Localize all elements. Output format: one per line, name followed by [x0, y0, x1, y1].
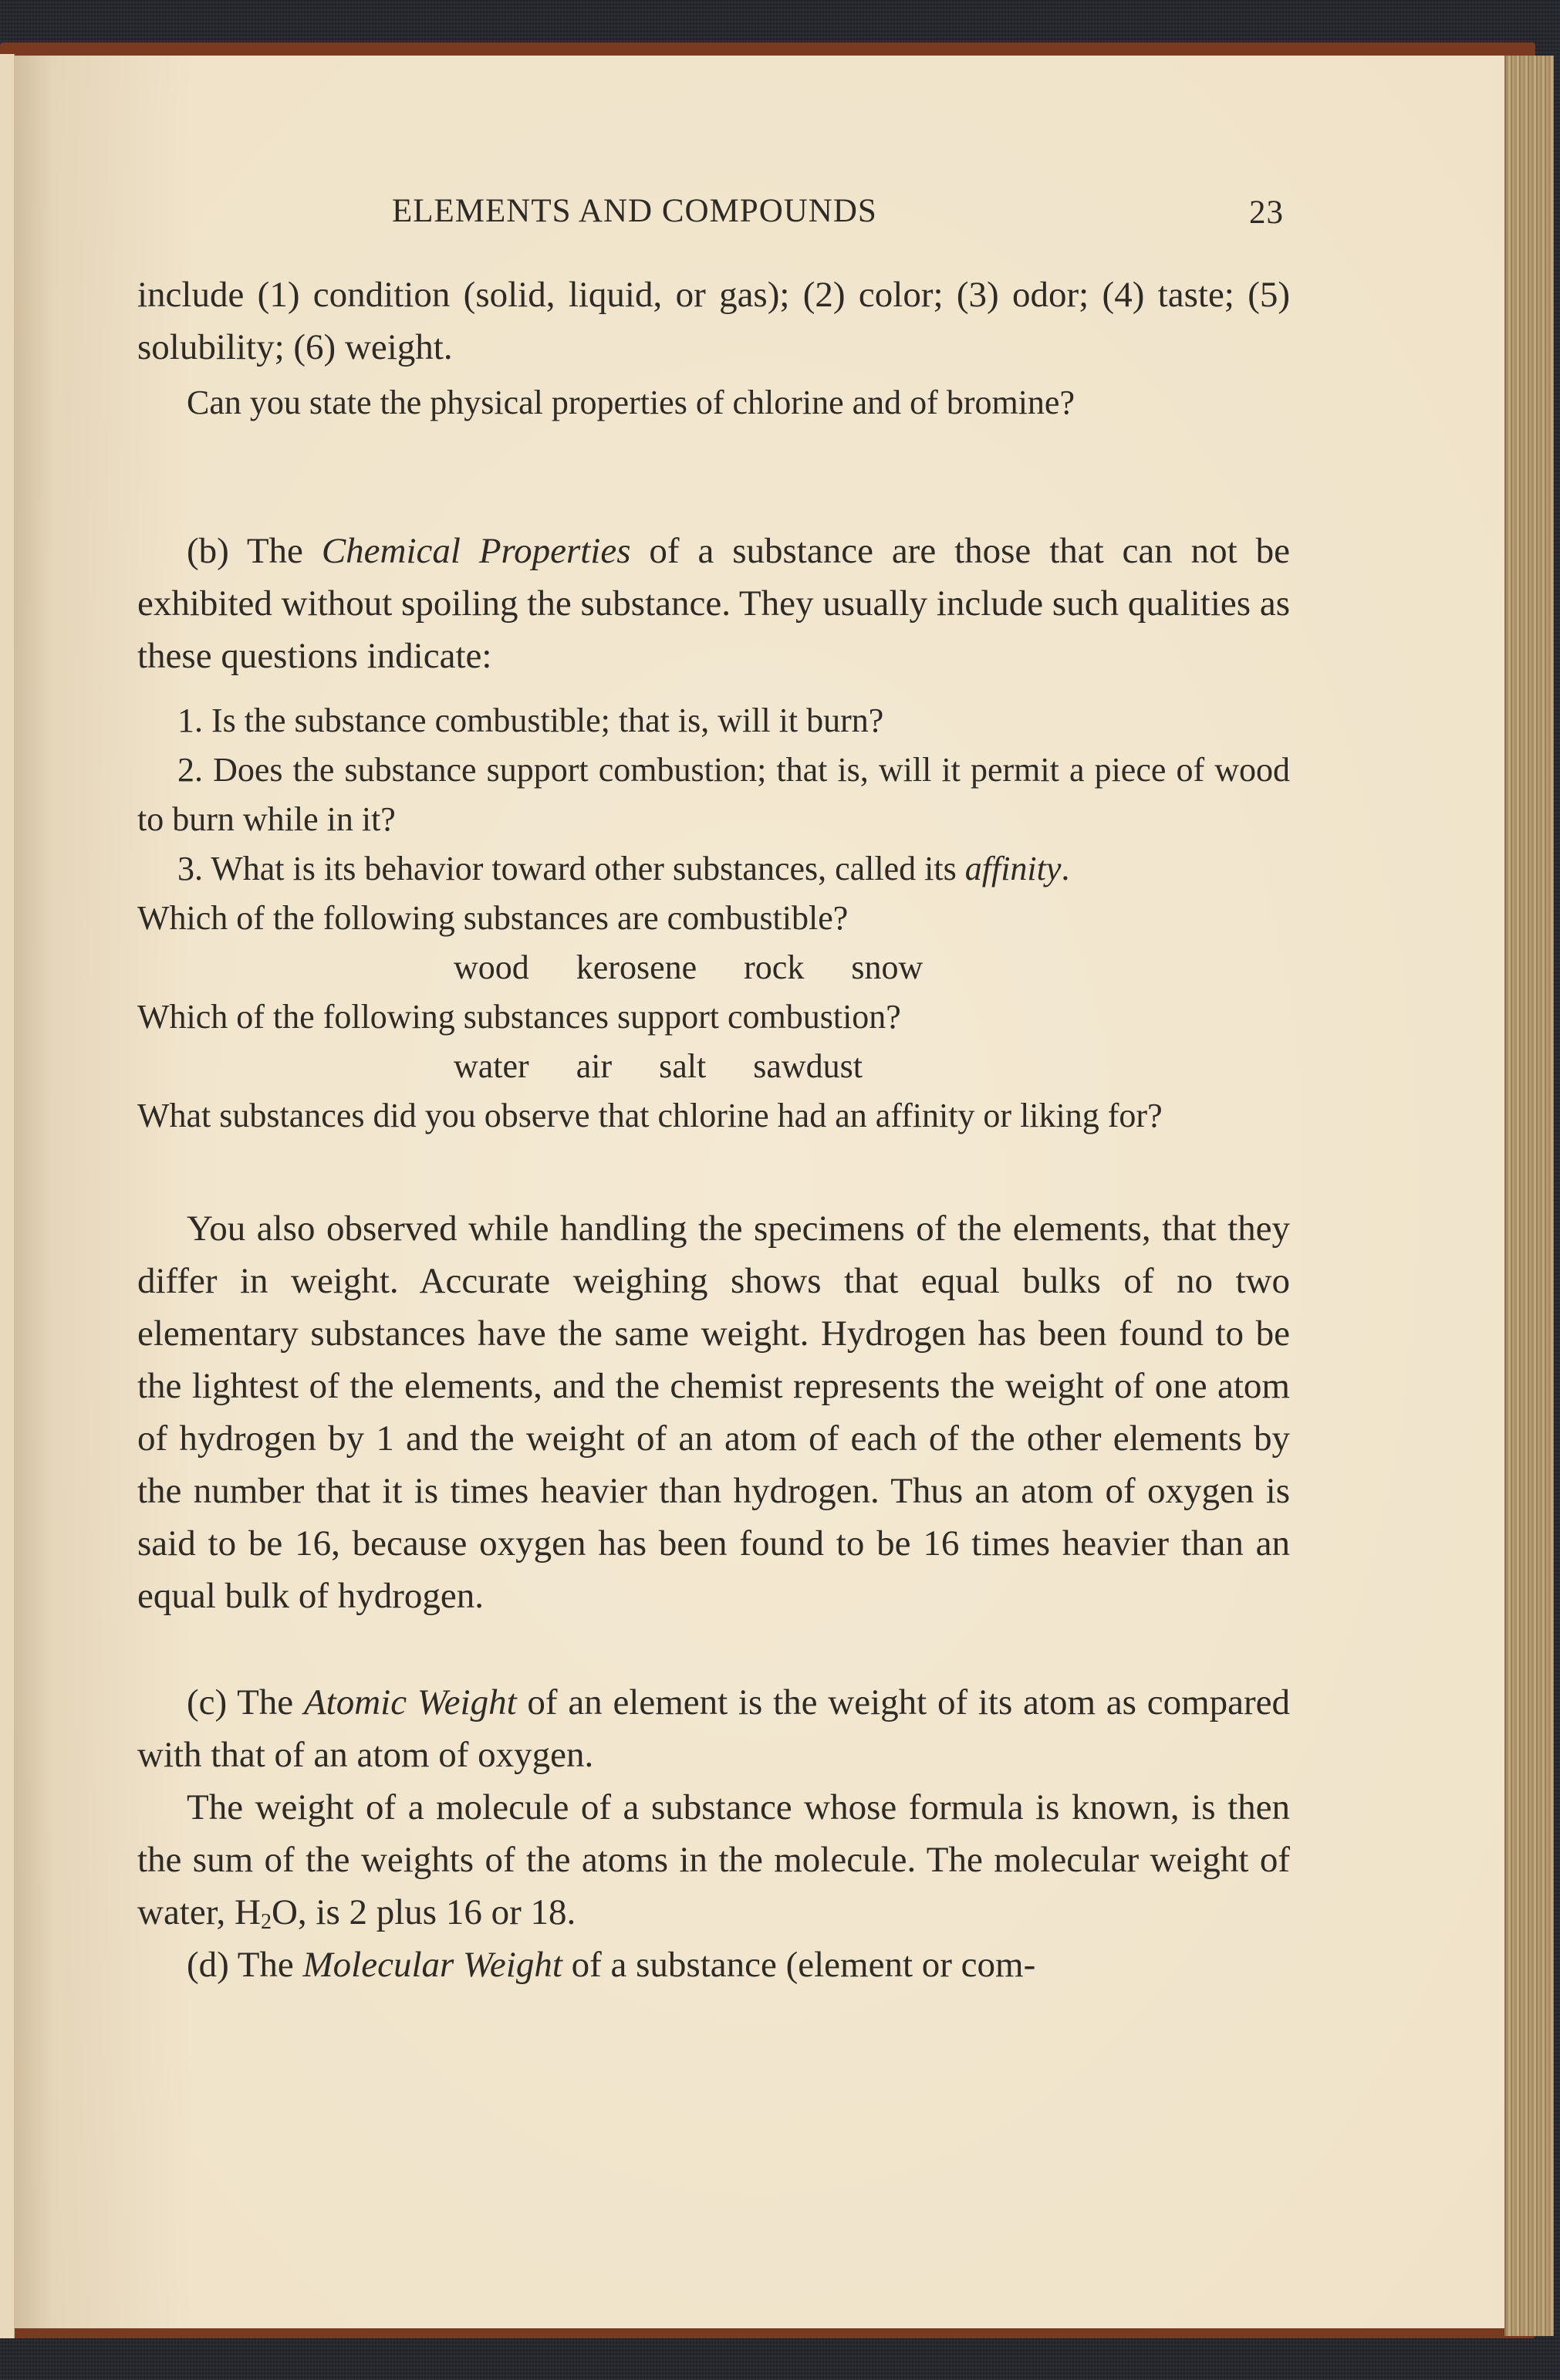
exercise-prompt: Which of the following substances support combustion?	[137, 998, 901, 1036]
running-head-title: ELEMENTS AND COMPOUNDS	[392, 193, 877, 229]
defined-term: Atomic Weight	[303, 1682, 517, 1722]
substance-list	[137, 1042, 1290, 1091]
defined-term: Molecular Weight	[302, 1945, 562, 1985]
substance-item: air	[576, 1047, 613, 1085]
definition-text: of an element is the weight of its atom as compared with that of an atom of oxygen.	[137, 1682, 1290, 1775]
defined-term: affinity	[964, 850, 1062, 887]
facing-page-edge	[0, 54, 15, 2338]
list-text: Does the substance support combustion; that is, will it permit a piece of wood to burn while in it?	[137, 751, 1291, 838]
definition-text: of a substance are those that can not be exhibited without spoiling the substance. They usually include such qualities as these questions indicate:	[137, 531, 1290, 676]
list-item	[137, 745, 1290, 844]
substance-item: water	[454, 1047, 529, 1085]
paragraph	[137, 1676, 1290, 1781]
substance-item: rock	[744, 948, 805, 986]
exercise-prompt: What substances did you observe that chlorine had an affinity or liking for?	[137, 1097, 1163, 1134]
subscript: 2	[260, 1910, 272, 1934]
substance-item: wood	[454, 948, 529, 986]
substance-item: salt	[659, 1047, 707, 1085]
list-number: 3.	[177, 850, 203, 887]
paragraph	[137, 1781, 1290, 1939]
section-label: (b) The	[187, 531, 322, 571]
molecular-weight-definition	[137, 1939, 1290, 1991]
section-label: (c) The	[187, 1682, 304, 1722]
defined-term: Chemical Properties	[321, 531, 631, 571]
punctuation: .	[1061, 850, 1070, 887]
exercises	[137, 894, 1290, 1141]
substance-item: sawdust	[753, 1047, 863, 1085]
list-item	[137, 696, 1290, 745]
chemical-properties-definition	[137, 525, 1290, 682]
list-item	[137, 844, 1290, 894]
list-text: Is the substance combustible; that is, will it burn?	[211, 701, 884, 739]
text-run: O, is 2 plus 16 or 18.	[271, 1892, 576, 1932]
paragraph: Can you state the physical properties of chlorine and of bromine?	[187, 384, 1075, 421]
section-label: (d) The	[187, 1945, 303, 1985]
page-number: 23	[1249, 194, 1284, 231]
question-list	[137, 696, 1290, 894]
substance-item: snow	[851, 948, 924, 986]
molecule-weight-paragraph	[137, 1781, 1290, 1939]
text-run: The weight of a molecule of a substance whose formula is known, is then the sum of the weights of the atoms in the molecule. The molecular weight of water, H	[137, 1787, 1290, 1932]
list-number: 1.	[177, 701, 203, 739]
atomic-weight-definition	[137, 1676, 1290, 1781]
physical-properties-continued	[137, 269, 1290, 374]
weights-paragraph	[137, 1202, 1290, 1622]
paragraph	[137, 1939, 1290, 1991]
paragraph: include (1) condition (solid, liquid, or gas); (2) color; (3) odor; (4) taste; (5) solubility; (6) weight.	[137, 275, 1290, 367]
page-edges	[1504, 56, 1554, 2336]
exercise-prompt: Which of the following substances are combustible?	[137, 899, 849, 937]
definition-text: of a substance (element or com-	[562, 1945, 1036, 1985]
paragraph: You also observed while handling the specimens of the elements, that they differ in weight. Accurate weighing shows that equal bulks of no two elementary substances have the same weight. Hydrogen has been found to be the lightest of the elements, and the chemist represents the weight of one atom of hydrogen by 1 and the weight of an atom of each of the other elements by the number that it is times heavier than hydrogen. Thus an atom of oxygen is said to be 16, because oxygen has been found to be 16 times heavier than an equal bulk of hydrogen.	[137, 1209, 1290, 1616]
paragraph	[137, 525, 1290, 682]
substance-item: kerosene	[576, 948, 697, 986]
running-head	[137, 185, 1290, 247]
question-physical-properties	[137, 378, 1290, 428]
list-number: 2.	[177, 751, 203, 789]
substance-list	[137, 943, 1290, 992]
list-text: What is its behavior toward other substances, called its	[211, 850, 965, 887]
